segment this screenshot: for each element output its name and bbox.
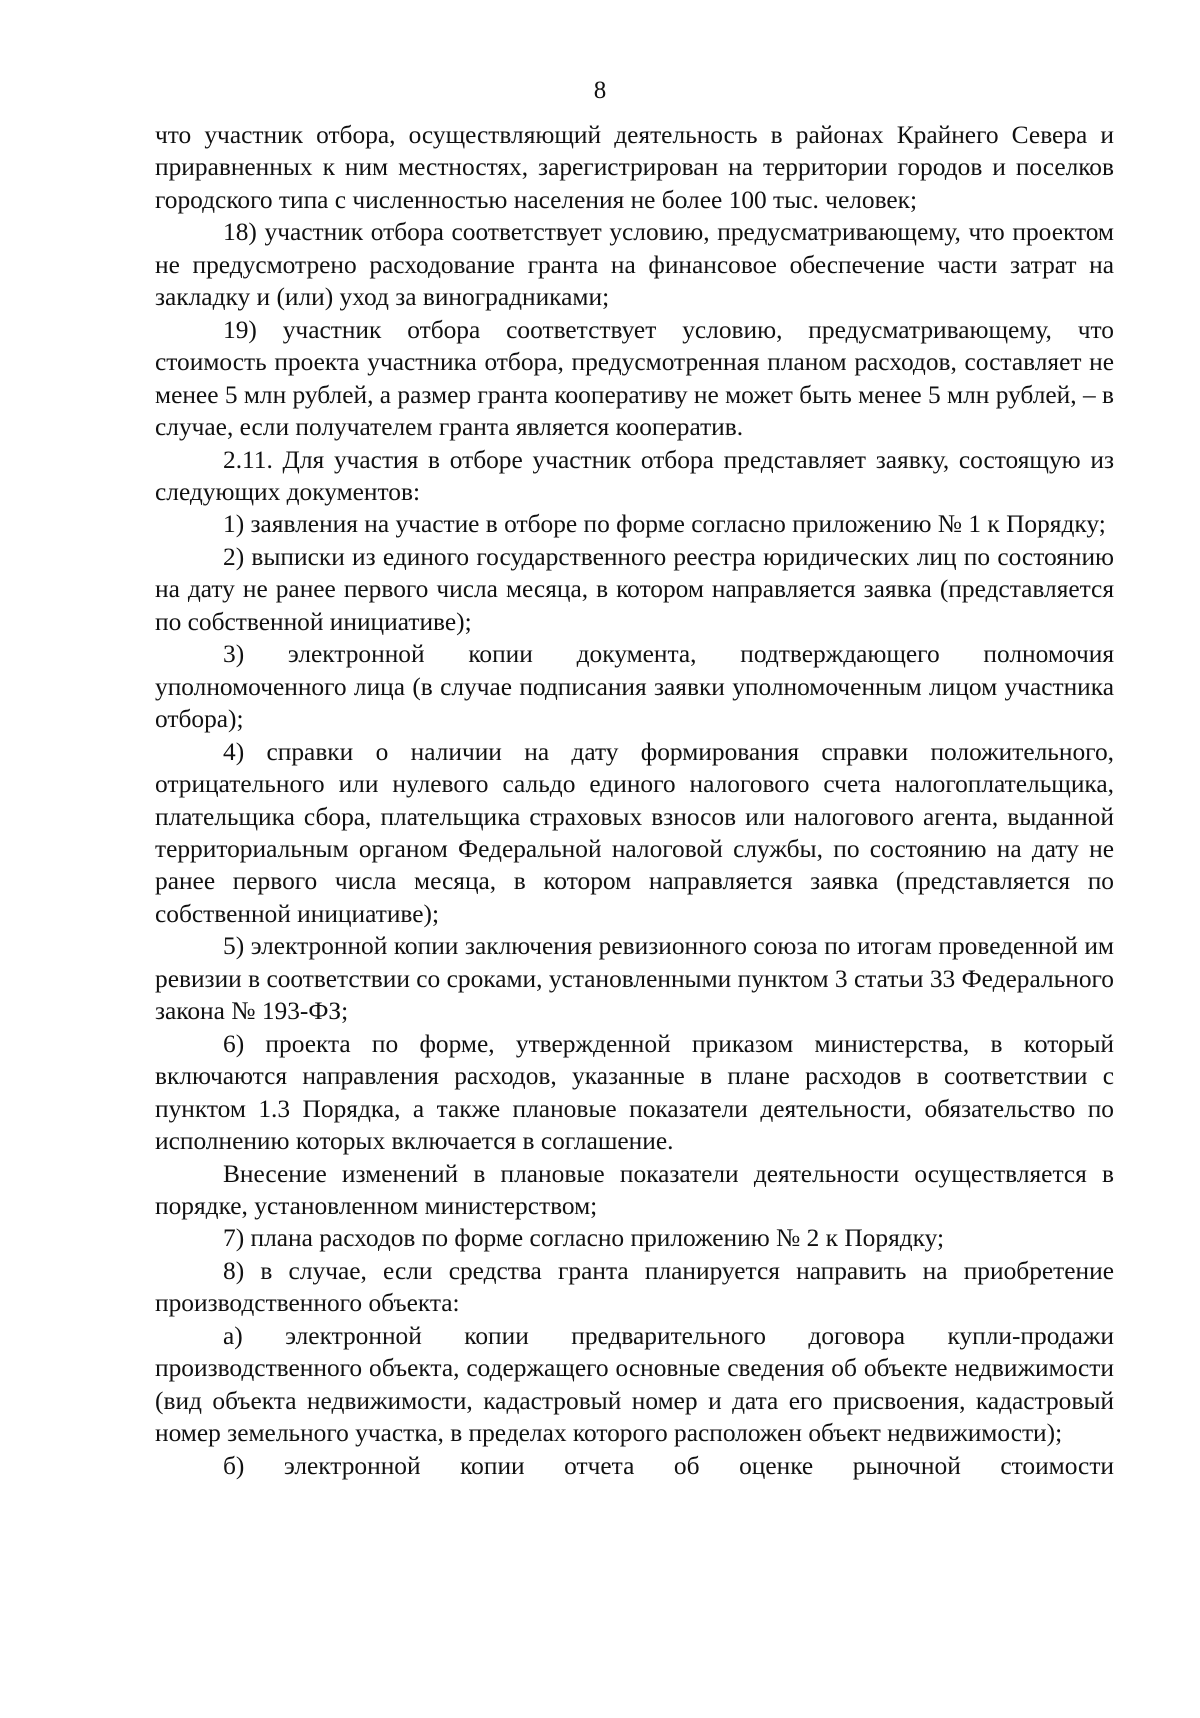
paragraph-doc-2: 2) выписки из единого государственного реестра юридических лиц по состоянию на дату не ранее первого числа месяца, в котором направляется заявка (представляется по собственной инициативе);: [155, 542, 1114, 636]
document-body: [155, 119, 1114, 1482]
paragraph-item-18: 18) участник отбора соответствует условию, предусматривающему, что проектом не предусмотрено расходование гранта на финансовое обеспечение части затрат на закладку и (или) уход за виноградниками;: [155, 218, 1114, 312]
paragraph-doc-6: 6) проекта по форме, утвержденной приказом министерства, в который включаются направления расходов, указанные в плане расходов в соответствии с пунктом 1.3 Порядка, а также плановые показатели деятельности, обязательство по исполнению которых включается в соглашение.: [155, 1029, 1114, 1156]
paragraph-doc-4: 4) справки о наличии на дату формирования справки положительного, отрицательного или нулевого сальдо единого налогового счета налогоплательщика, плательщика сбора, плательщика страховых взносов или налогового агента, выданной территориальным органом Федеральной налоговой службы, по состоянию на дату не ранее первого числа месяца, в котором направляется заявка (представляется по собственной инициативе);: [155, 737, 1114, 928]
paragraph-doc-8: 8) в случае, если средства гранта планируется направить на приобретение производственного объекта:: [155, 1256, 1114, 1318]
paragraph-item-19: 19) участник отбора соответствует условию, предусматривающему, что стоимость проекта участника отбора, предусмотренная планом расходов, составляет не менее 5 млн рублей, а размер гранта кооперативу не может быть менее 5 млн рублей, – в случае, если получателем гранта является кооператив.: [155, 315, 1114, 442]
paragraph-doc-5: 5) электронной копии заключения ревизионного союза по итогам проведенной им ревизии в соответствии со сроками, установленными пунктом 3 статьи 33 Федерального закона № 193-ФЗ;: [155, 932, 1114, 1026]
page-number: 8: [593, 77, 607, 104]
paragraph-section-2-11: 2.11. Для участия в отборе участник отбора представляет заявку, состоящую из следующих документов:: [155, 445, 1114, 506]
paragraph-doc-7: 7) плана расходов по форме согласно приложению № 2 к Порядку;: [223, 1224, 945, 1253]
paragraph-doc-3: 3) электронной копии документа, подтверждающего полномочия уполномоченного лица (в случае подписания заявки уполномоченным лицом участника отбора);: [155, 640, 1114, 734]
paragraph-doc-8a: а) электронной копии предварительного договора купли-продажи производственного объекта, содержащего основные сведения об объекте недвижимости (вид объекта недвижимости, кадастровый номер и дата его присвоения, кадастровый номер земельного участка, в пределах которого расположен объект недвижимости);: [155, 1321, 1114, 1448]
paragraph-plan-changes: Внесение изменений в плановые показатели деятельности осуществляется в порядке, установленном министерством;: [155, 1159, 1114, 1220]
paragraph-doc-1: 1) заявления на участие в отборе по форме согласно приложению № 1 к Порядку;: [223, 510, 1106, 539]
paragraph-doc-8b: б) электронной копии отчета об оценке рыночной стоимости: [223, 1451, 1114, 1480]
paragraph-continuation: что участник отбора, осуществляющий деятельность в районах Крайнего Севера и приравненных к ним местностях, зарегистрирован на территории городов и поселков городского типа с численностью населения не более 100 тыс. человек;: [155, 121, 1114, 214]
